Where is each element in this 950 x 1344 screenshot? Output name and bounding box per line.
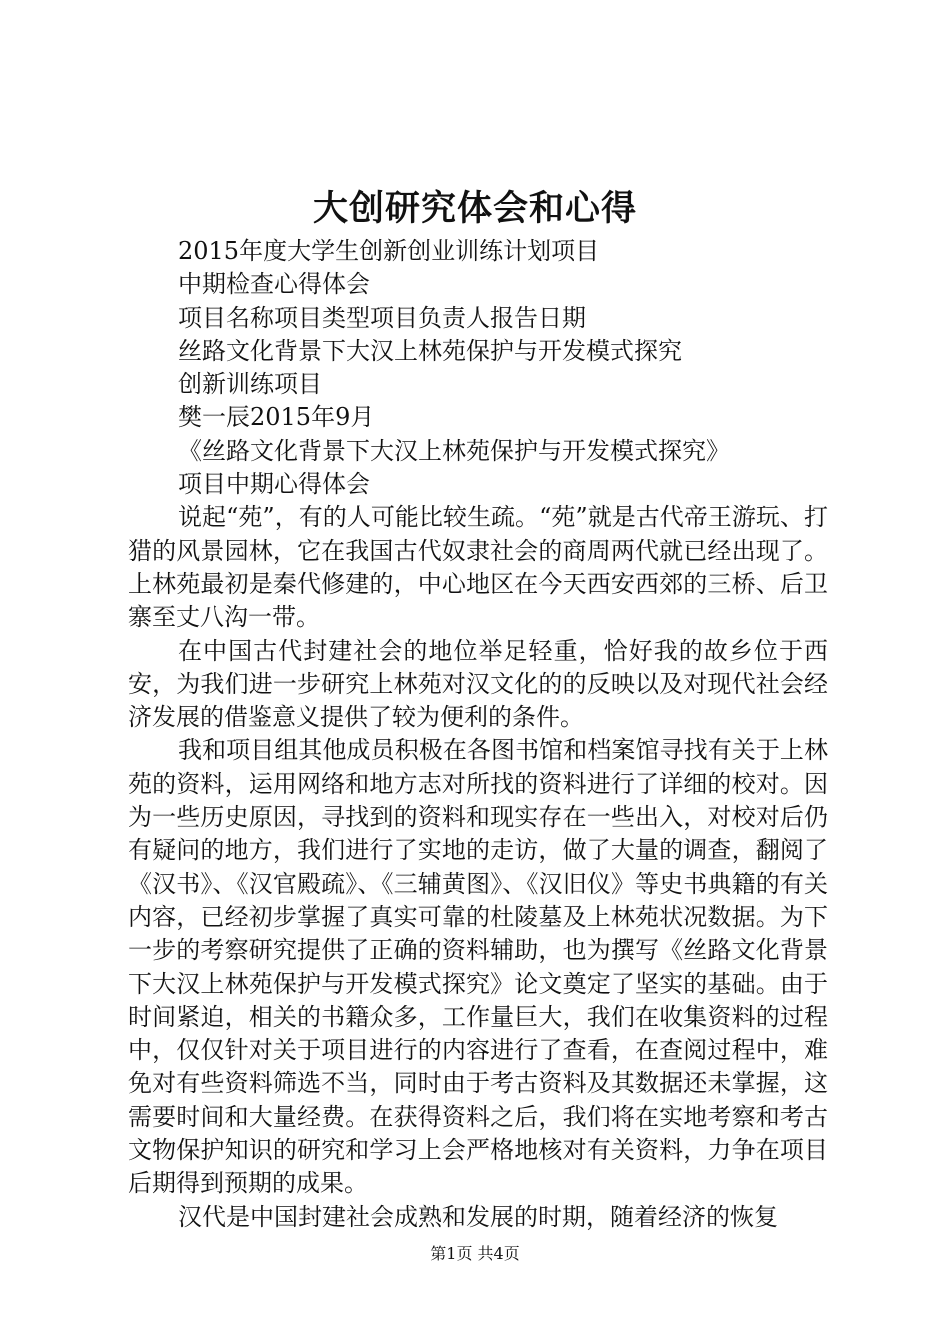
meta-line-project-title: 《丝路文化背景下大汉上林苑保护与开发模式探究》 (178, 436, 730, 465)
meta-line-subtitle: 项目中期心得体会 (178, 470, 370, 499)
page-footer: 第1页 共4页 (430, 1244, 520, 1263)
meta-line-year-project: 2015年度大学生创新创业训练计划项目 (178, 237, 600, 265)
meta-line-midterm: 中期检查心得体会 (178, 270, 370, 299)
document-body (128, 235, 828, 1234)
paragraph-2: 在中国古代封建社会的地位举足轻重，恰好我的故乡位于西安，为我们进一步研究上林苑对汉文化的的反映以及对现代社会经济发展的借鉴意义提供了较为便利的条件。 (128, 636, 828, 732)
document-title: 大创研究体会和心得 (312, 188, 637, 229)
paragraph-4: 汉代是中国封建社会成熟和发展的时期，随着经济的恢复 (178, 1202, 778, 1231)
meta-line-author-date: 樊一辰2015年9月 (178, 403, 375, 432)
paragraph-3: 我和项目组其他成员积极在各图书馆和档案馆寻找有关于上林苑的资料，运用网络和地方志对所找的资料进行了详细的校对。因为一些历史原因，寻找到的资料和现实存在一些出入，对校对后仍有疑问的地方，我们进行了实地的走访，做了大量的调查，翻阅了《汉书》、《汉官殿疏》、《三辅黄图》、《汉旧仪》等史书典籍的有关内容，已经初步掌握了真实可靠的杜陵墓及上林苑状况数据。为下一步的考察研究提供了正确的资料辅助，也为撰写《丝路文化背景下大汉上林苑保护与开发模式探究》论文奠定了坚实的基础。由于时间紧迫，相关的书籍众多，工作量巨大，我们在收集资料的过程中，仅仅针对关于项目进行的内容进行了查看，在查阅过程中，难免对有些资料筛选不当，同时由于考古资料及其数据还未掌握，这需要时间和大量经费。在获得资料之后，我们将在实地考察和考古文物保护知识的研究和学习上会严格地核对有关资料，力争在项目后期得到预期的成果。 (128, 736, 828, 1198)
meta-line-field-headers: 项目名称项目类型项目负责人报告日期 (178, 303, 586, 332)
meta-line-project-name: 丝路文化背景下大汉上林苑保护与开发模式探究 (178, 336, 682, 365)
paragraph-1: 说起“苑”，有的人可能比较生疏。“苑”就是古代帝王游玩、打猎的风景园林，它在我国古代奴隶社会的商周两代就已经出现了。上林苑最初是秦代修建的，中心地区在今天西安西郊的三桥、后卫寨至丈八沟一带。 (128, 503, 828, 632)
meta-line-project-type: 创新训练项目 (178, 370, 322, 399)
